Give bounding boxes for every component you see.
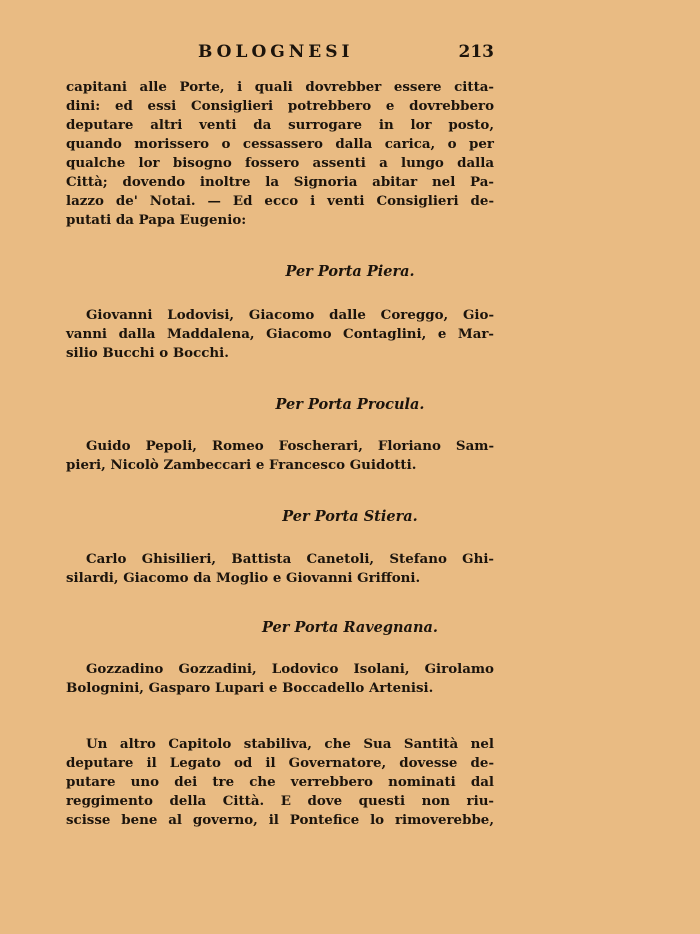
text-line: dini: ed essi Consiglieri potrebbero e dovrebbero xyxy=(66,98,494,114)
text-line: capitani alle Porte, i quali dovrebber essere citta- xyxy=(66,79,494,95)
text-line: Un altro Capitolo stabiliva, che Sua Santità nel xyxy=(86,736,494,752)
section-heading-porta-procula: Per Porta Procula. xyxy=(275,396,425,413)
text-line: Gozzadino Gozzadini, Lodovico Isolani, Girolamo xyxy=(86,661,494,677)
names-porta-ravegnana xyxy=(66,660,494,698)
page-header xyxy=(66,42,494,66)
text-line: Guido Pepoli, Romeo Foscherari, Floriano Sam- xyxy=(86,438,494,454)
page-number: 213 xyxy=(458,42,494,62)
text-line: deputare il Legato od il Governatore, dovesse de- xyxy=(66,755,494,771)
text-line: putare uno dei tre che verrebbero nominati dal xyxy=(66,774,494,790)
text-line: putati da Papa Eugenio: xyxy=(66,212,247,228)
names-porta-stiera xyxy=(66,550,494,588)
text-line: quando morissero o cessassero dalla carica, o per xyxy=(66,136,494,152)
text-line: vanni dalla Maddalena, Giacomo Contaglini, e Mar- xyxy=(66,326,494,342)
text-line: scisse bene al governo, il Pontefice lo rimoverebbe, xyxy=(66,812,494,828)
text-line: pieri, Nicolò Zambeccari e Francesco Guidotti. xyxy=(66,457,417,473)
section-heading-porta-stiera: Per Porta Stiera. xyxy=(282,508,418,525)
text-line: Città; dovendo inoltre la Signoria abitar nel Pa- xyxy=(66,174,494,190)
names-porta-procula xyxy=(66,437,494,475)
intro-paragraph xyxy=(66,78,494,230)
text-line: deputare altri venti da surrogare in lor posto, xyxy=(66,117,494,133)
text-line: qualche lor bisogno fossero assenti a lungo dalla xyxy=(66,155,494,171)
closing-paragraph xyxy=(66,735,494,830)
running-title: BOLOGNESI xyxy=(198,42,354,62)
text-line: Bolognini, Gasparo Lupari e Boccadello Artenisi. xyxy=(66,680,434,696)
text-line: silardi, Giacomo da Moglio e Giovanni Griffoni. xyxy=(66,570,421,586)
text-line: silio Bucchi o Bocchi. xyxy=(66,345,229,361)
names-porta-piera xyxy=(66,306,494,363)
section-heading-porta-piera: Per Porta Piera. xyxy=(285,263,415,280)
text-line: reggimento della Città. E dove questi non riu- xyxy=(66,793,494,809)
text-line: Giovanni Lodovisi, Giacomo dalle Coreggo, Gio- xyxy=(86,307,494,323)
text-line: Carlo Ghisilieri, Battista Canetoli, Stefano Ghi- xyxy=(86,551,494,567)
section-heading-porta-ravegnana: Per Porta Ravegnana. xyxy=(262,619,438,636)
text-line: lazzo de' Notai. — Ed ecco i venti Consiglieri de- xyxy=(66,193,494,209)
